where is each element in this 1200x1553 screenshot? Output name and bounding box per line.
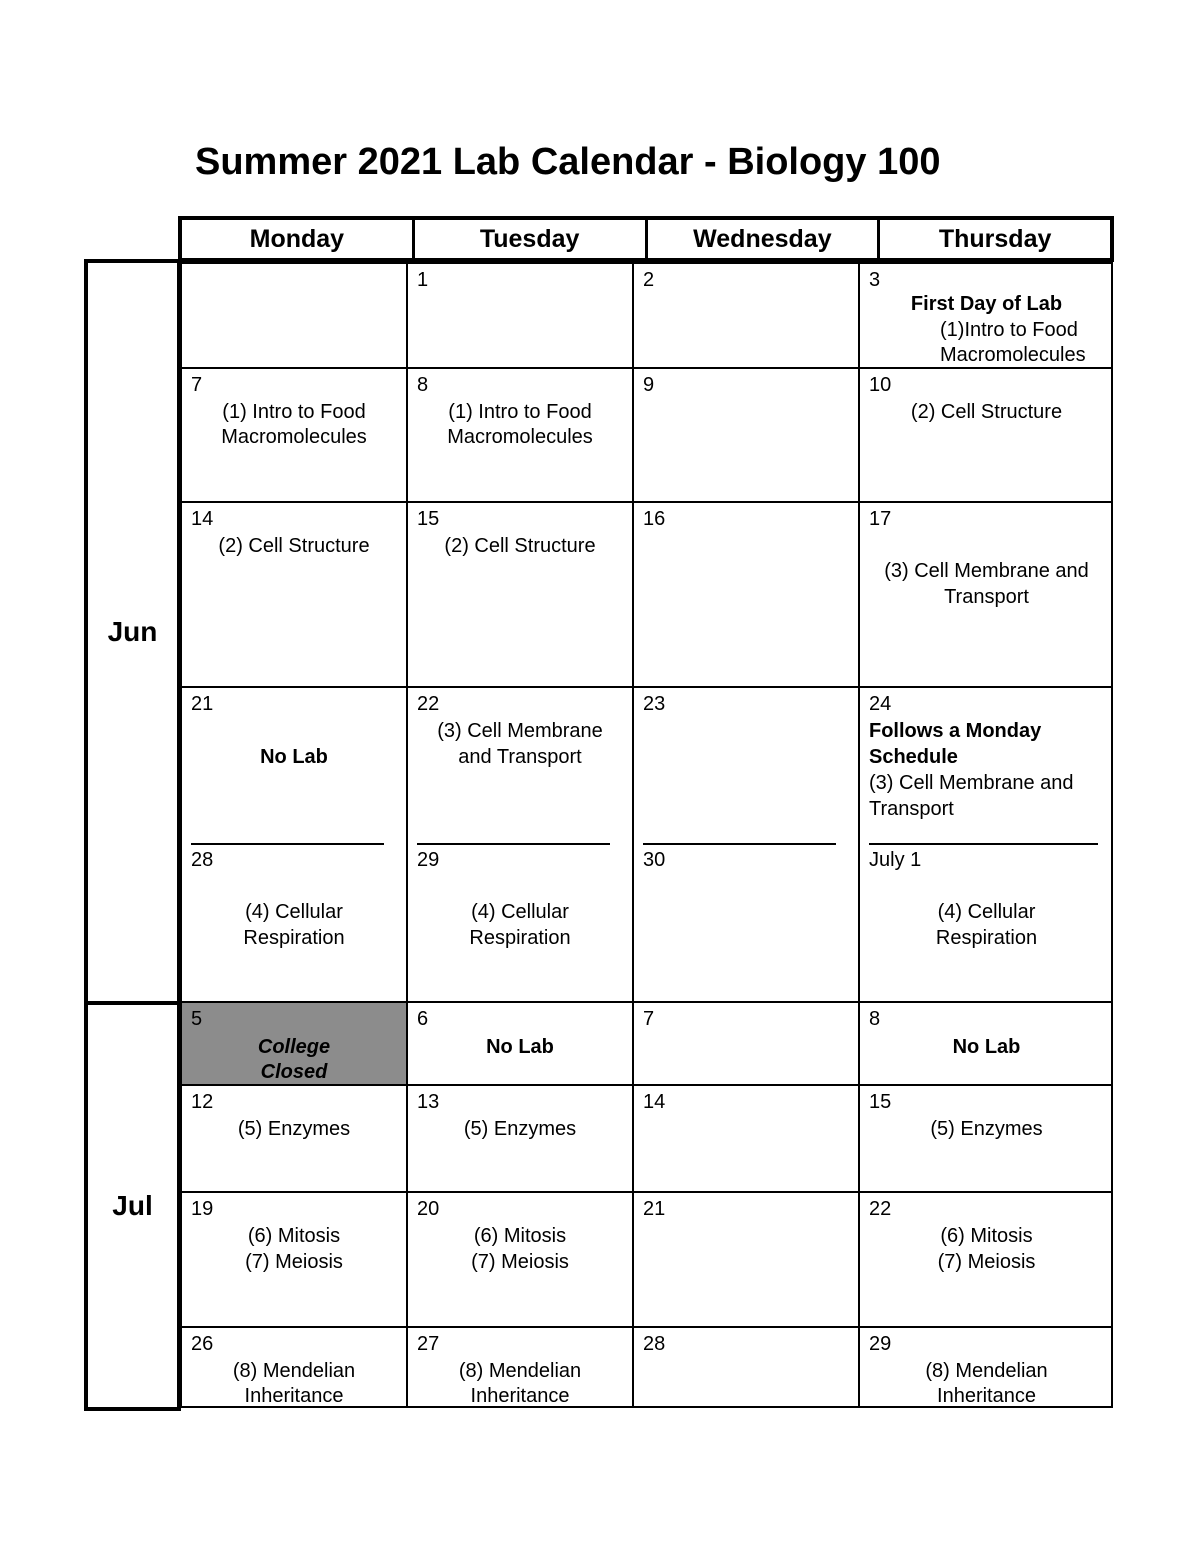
lab-topic: (3) Cell Membrane and xyxy=(884,560,1089,582)
lab-topic: (8) Mendelian xyxy=(925,1360,1048,1382)
lab-topic: (3) Cell Membrane xyxy=(437,720,603,742)
date-number: 10 xyxy=(869,374,892,396)
day-cell xyxy=(406,1326,632,1408)
lab-topic: Transport xyxy=(944,586,1029,608)
day-cell xyxy=(406,501,632,686)
date-number: 21 xyxy=(643,1198,666,1220)
lab-topic: Respiration xyxy=(469,927,571,949)
day-cell xyxy=(180,501,406,686)
day-cell xyxy=(858,367,1113,501)
lab-topic: (5) Enzymes xyxy=(463,1118,577,1140)
day-cell xyxy=(180,262,406,367)
date-divider xyxy=(417,843,610,845)
date-number: 6 xyxy=(417,1008,429,1030)
date-number: 14 xyxy=(643,1091,666,1113)
day-cell xyxy=(180,1084,406,1191)
date-number: 2 xyxy=(643,269,655,291)
date-number: 27 xyxy=(417,1333,440,1355)
lab-heading: First Day of Lab xyxy=(910,293,1063,315)
day-cell xyxy=(858,686,1113,1001)
date-number: 8 xyxy=(869,1008,881,1030)
lab-topic: Respiration xyxy=(243,927,345,949)
day-cell xyxy=(858,1326,1113,1408)
date-number: 7 xyxy=(643,1008,655,1030)
lab-topic: (8) Mendelian xyxy=(232,1360,356,1382)
closed-label: College xyxy=(257,1036,331,1058)
date-number: 23 xyxy=(643,693,666,715)
date-number: July 1 xyxy=(869,849,922,871)
lab-topic: (7) Meiosis xyxy=(937,1251,1036,1273)
date-number: 15 xyxy=(417,508,440,530)
day-cell xyxy=(858,1001,1113,1084)
date-divider xyxy=(191,843,384,845)
page-title: Summer 2021 Lab Calendar - Biology 100 xyxy=(195,141,941,183)
lab-topic: (4) Cellular xyxy=(245,901,343,923)
day-cell xyxy=(406,1001,632,1084)
date-number: 22 xyxy=(869,1198,892,1220)
day-cell xyxy=(180,686,406,1001)
lab-topic: (7) Meiosis xyxy=(245,1251,343,1273)
day-cell xyxy=(632,686,858,1001)
day-cell xyxy=(632,1326,858,1408)
lab-topic: (6) Mitosis xyxy=(473,1225,567,1247)
lab-topic: (1) Intro to Food xyxy=(448,401,592,423)
day-cell xyxy=(632,262,858,367)
lab-topic: (5) Enzymes xyxy=(930,1118,1043,1140)
day-cell xyxy=(180,367,406,501)
date-number: 17 xyxy=(869,508,892,530)
day-cell-closed xyxy=(180,1001,406,1084)
date-number: 21 xyxy=(191,693,214,715)
lab-topic: Inheritance xyxy=(937,1385,1036,1407)
lab-topic: (1) Intro to Food xyxy=(222,401,366,423)
lab-topic: Respiration xyxy=(935,927,1038,949)
lab-topic: Inheritance xyxy=(470,1385,570,1407)
day-header-tuesday: Tuesday xyxy=(415,220,648,258)
lab-topic: (2) Cell Structure xyxy=(910,401,1063,423)
date-number: 3 xyxy=(869,269,881,291)
no-lab-label: No Lab xyxy=(486,1036,554,1058)
lab-topic: (6) Mitosis xyxy=(247,1225,341,1247)
date-number: 20 xyxy=(417,1198,440,1220)
date-number: 28 xyxy=(191,849,214,871)
weekday-header xyxy=(178,216,1114,262)
date-number: 13 xyxy=(417,1091,440,1113)
date-number: 22 xyxy=(417,693,440,715)
date-number: 15 xyxy=(869,1091,892,1113)
day-cell xyxy=(406,367,632,501)
lab-topic: (2) Cell Structure xyxy=(218,535,370,557)
day-cell xyxy=(406,686,632,1001)
lab-topic: Inheritance xyxy=(244,1385,344,1407)
date-number: 30 xyxy=(643,849,666,871)
lab-topic: (4) Cellular xyxy=(937,901,1036,923)
day-cell xyxy=(632,367,858,501)
lab-topic: and Transport xyxy=(458,746,582,768)
lab-topic: (3) Cell Membrane and xyxy=(869,772,1074,794)
lab-topic: (1)Intro to Food xyxy=(940,319,1078,341)
date-number: 26 xyxy=(191,1333,214,1355)
date-number: 29 xyxy=(417,849,440,871)
lab-topic: (4) Cellular xyxy=(471,901,569,923)
lab-topic: Transport xyxy=(869,798,954,820)
day-cell xyxy=(632,1191,858,1326)
date-number: 29 xyxy=(869,1333,892,1355)
day-header-thursday: Thursday xyxy=(938,224,1052,253)
lab-topic: Macromolecules xyxy=(221,426,367,448)
lab-topic: (5) Enzymes xyxy=(237,1118,351,1140)
lab-topic: (2) Cell Structure xyxy=(444,535,596,557)
date-divider xyxy=(869,843,1098,845)
date-number: 12 xyxy=(191,1091,214,1113)
date-number: 14 xyxy=(191,508,214,530)
date-number: 28 xyxy=(643,1333,666,1355)
lab-topic: (8) Mendelian xyxy=(458,1360,582,1382)
day-header-wednesday: Wednesday xyxy=(648,220,881,258)
date-number: 5 xyxy=(191,1008,203,1030)
day-cell xyxy=(632,501,858,686)
day-cell xyxy=(632,1084,858,1191)
date-number: 24 xyxy=(869,693,892,715)
date-number: 1 xyxy=(417,269,429,291)
day-cell xyxy=(858,262,1113,367)
no-lab-label: No Lab xyxy=(260,746,328,768)
day-cell xyxy=(406,262,632,367)
day-cell xyxy=(632,1001,858,1084)
day-cell xyxy=(406,1084,632,1191)
day-cell xyxy=(858,1191,1113,1326)
closed-label: Closed xyxy=(260,1061,328,1083)
lab-topic: (6) Mitosis xyxy=(940,1225,1033,1247)
month-label-jul: Jul xyxy=(84,1001,181,1411)
no-lab-label: No Lab xyxy=(952,1036,1021,1058)
day-header-monday: Monday xyxy=(182,220,415,258)
day-cell xyxy=(406,1191,632,1326)
schedule-note: Follows a Monday xyxy=(869,720,1042,742)
date-number: 7 xyxy=(191,374,203,396)
calendar-grid xyxy=(180,262,1113,1408)
lab-topic: Macromolecules xyxy=(447,426,593,448)
day-cell xyxy=(180,1326,406,1408)
month-label-jun: Jun xyxy=(84,259,181,1005)
day-cell xyxy=(858,501,1113,686)
date-divider xyxy=(643,843,836,845)
date-number: 16 xyxy=(643,508,666,530)
date-number: 9 xyxy=(643,374,655,396)
lab-topic: Macromolecules xyxy=(940,344,1086,366)
lab-topic: (7) Meiosis xyxy=(471,1251,569,1273)
date-number: 19 xyxy=(191,1198,214,1220)
day-cell xyxy=(858,1084,1113,1191)
day-cell xyxy=(180,1191,406,1326)
schedule-note: Schedule xyxy=(869,746,958,768)
date-number: 8 xyxy=(417,374,429,396)
